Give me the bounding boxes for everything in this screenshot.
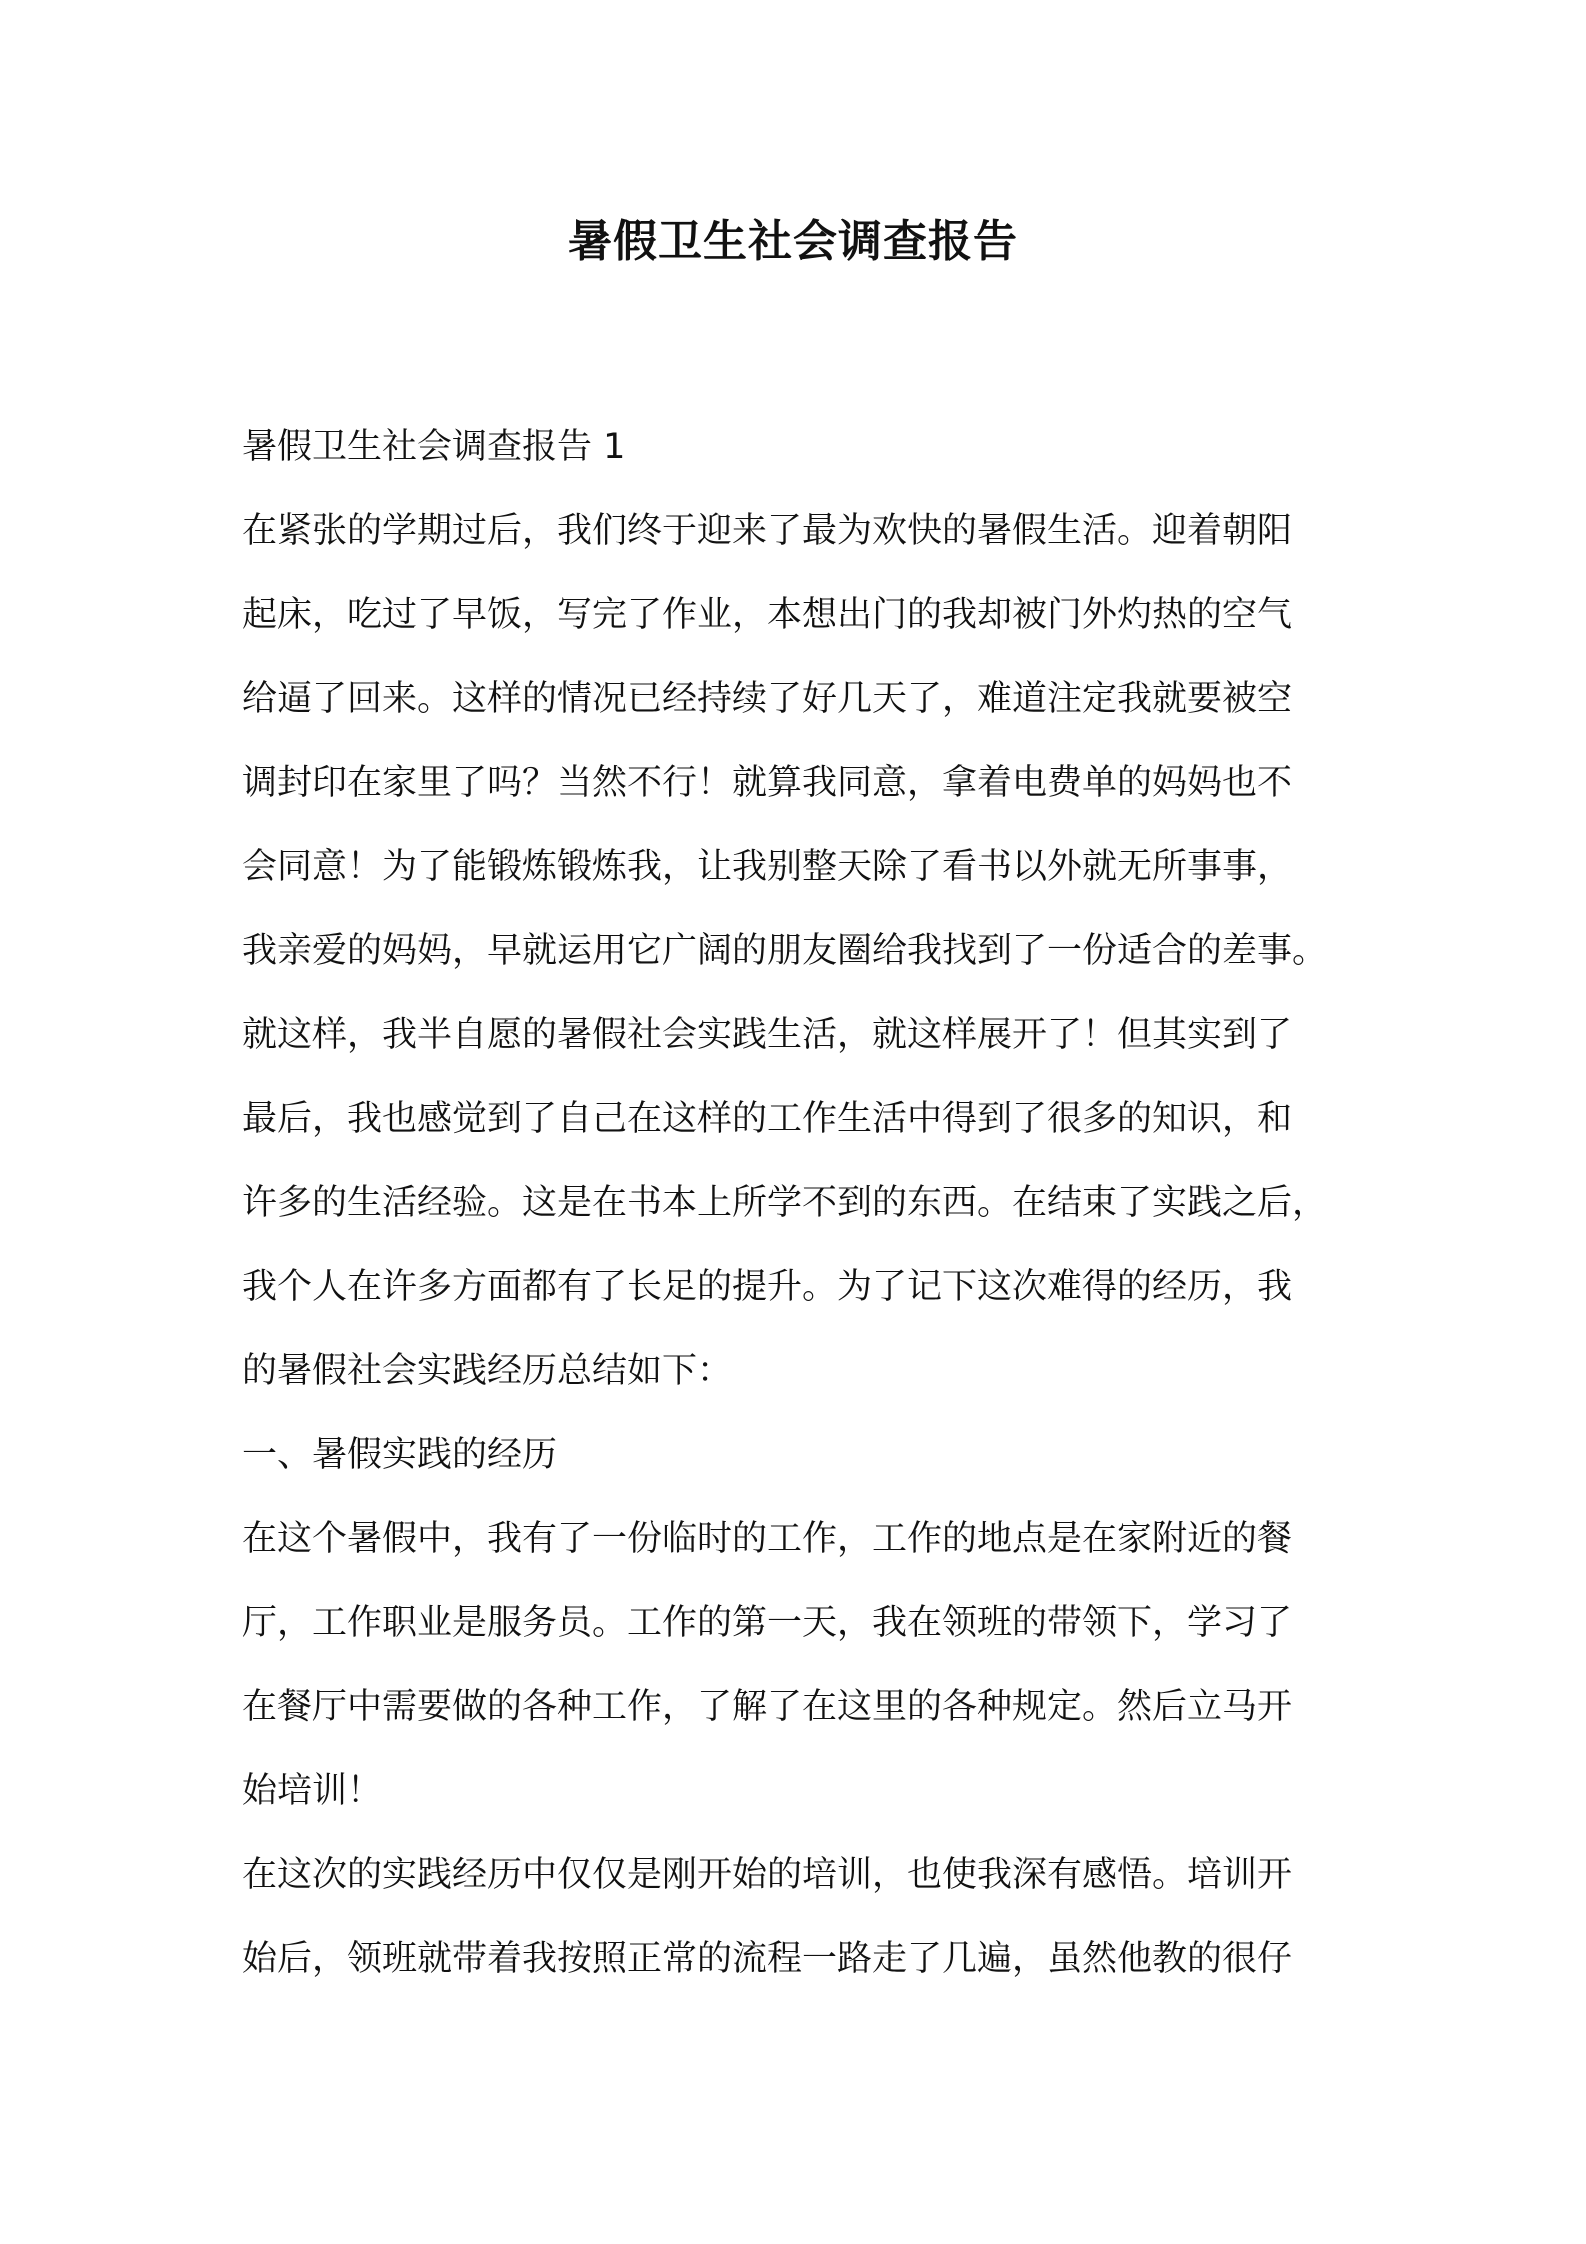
paragraph-line: 起床，吃过了早饭，写完了作业，本想出门的我却被门外灼热的空气 xyxy=(242,595,1293,635)
paragraph-line: 我个人在许多方面都有了长足的提升。为了记下这次难得的经历，我 xyxy=(242,1267,1293,1307)
paragraph-line: 厅，工作职业是服务员。工作的第一天，我在领班的带领下，学习了 xyxy=(242,1603,1293,1643)
paragraph-line: 在紧张的学期过后，我们终于迎来了最为欢快的暑假生活。迎着朝阳 xyxy=(242,511,1293,551)
paragraph-line: 调封印在家里了吗？当然不行！就算我同意，拿着电费单的妈妈也不 xyxy=(242,763,1293,803)
paragraph-line: 在餐厅中需要做的各种工作，了解了在这里的各种规定。然后立马开 xyxy=(242,1687,1293,1727)
paragraph-line: 就这样，我半自愿的暑假社会实践生活，就这样展开了！但其实到了 xyxy=(242,1015,1293,1055)
page-title: 暑假卫生社会调查报告 xyxy=(568,216,1018,267)
paragraph-line: 给逼了回来。这样的情况已经持续了好几天了，难道注定我就要被空 xyxy=(242,679,1293,719)
paragraph-line: 最后，我也感觉到了自己在这样的工作生活中得到了很多的知识，和 xyxy=(242,1099,1293,1139)
paragraph-line: 的暑假社会实践经历总结如下： xyxy=(242,1351,733,1391)
paragraph-line: 会同意！为了能锻炼锻炼我，让我别整天除了看书以外就无所事事， xyxy=(242,847,1293,887)
section-heading: 暑假卫生社会调查报告 1 xyxy=(242,427,626,467)
paragraph-line: 许多的生活经验。这是在书本上所学不到的东西。在结束了实践之后， xyxy=(242,1183,1328,1223)
paragraph-line: 在这次的实践经历中仅仅是刚开始的培训，也使我深有感悟。培训开 xyxy=(242,1855,1293,1895)
paragraph-line: 始培训！ xyxy=(242,1771,383,1811)
paragraph-line: 在这个暑假中，我有了一份临时的工作，工作的地点是在家附近的餐 xyxy=(242,1519,1293,1559)
paragraph-line: 我亲爱的妈妈，早就运用它广阔的朋友圈给我找到了一份适合的差事。 xyxy=(242,931,1328,971)
document-body xyxy=(242,405,1362,2001)
section-heading: 一、暑假实践的经历 xyxy=(242,1435,558,1475)
paragraph-line: 始后，领班就带着我按照正常的流程一路走了几遍，虽然他教的很仔 xyxy=(242,1939,1293,1979)
